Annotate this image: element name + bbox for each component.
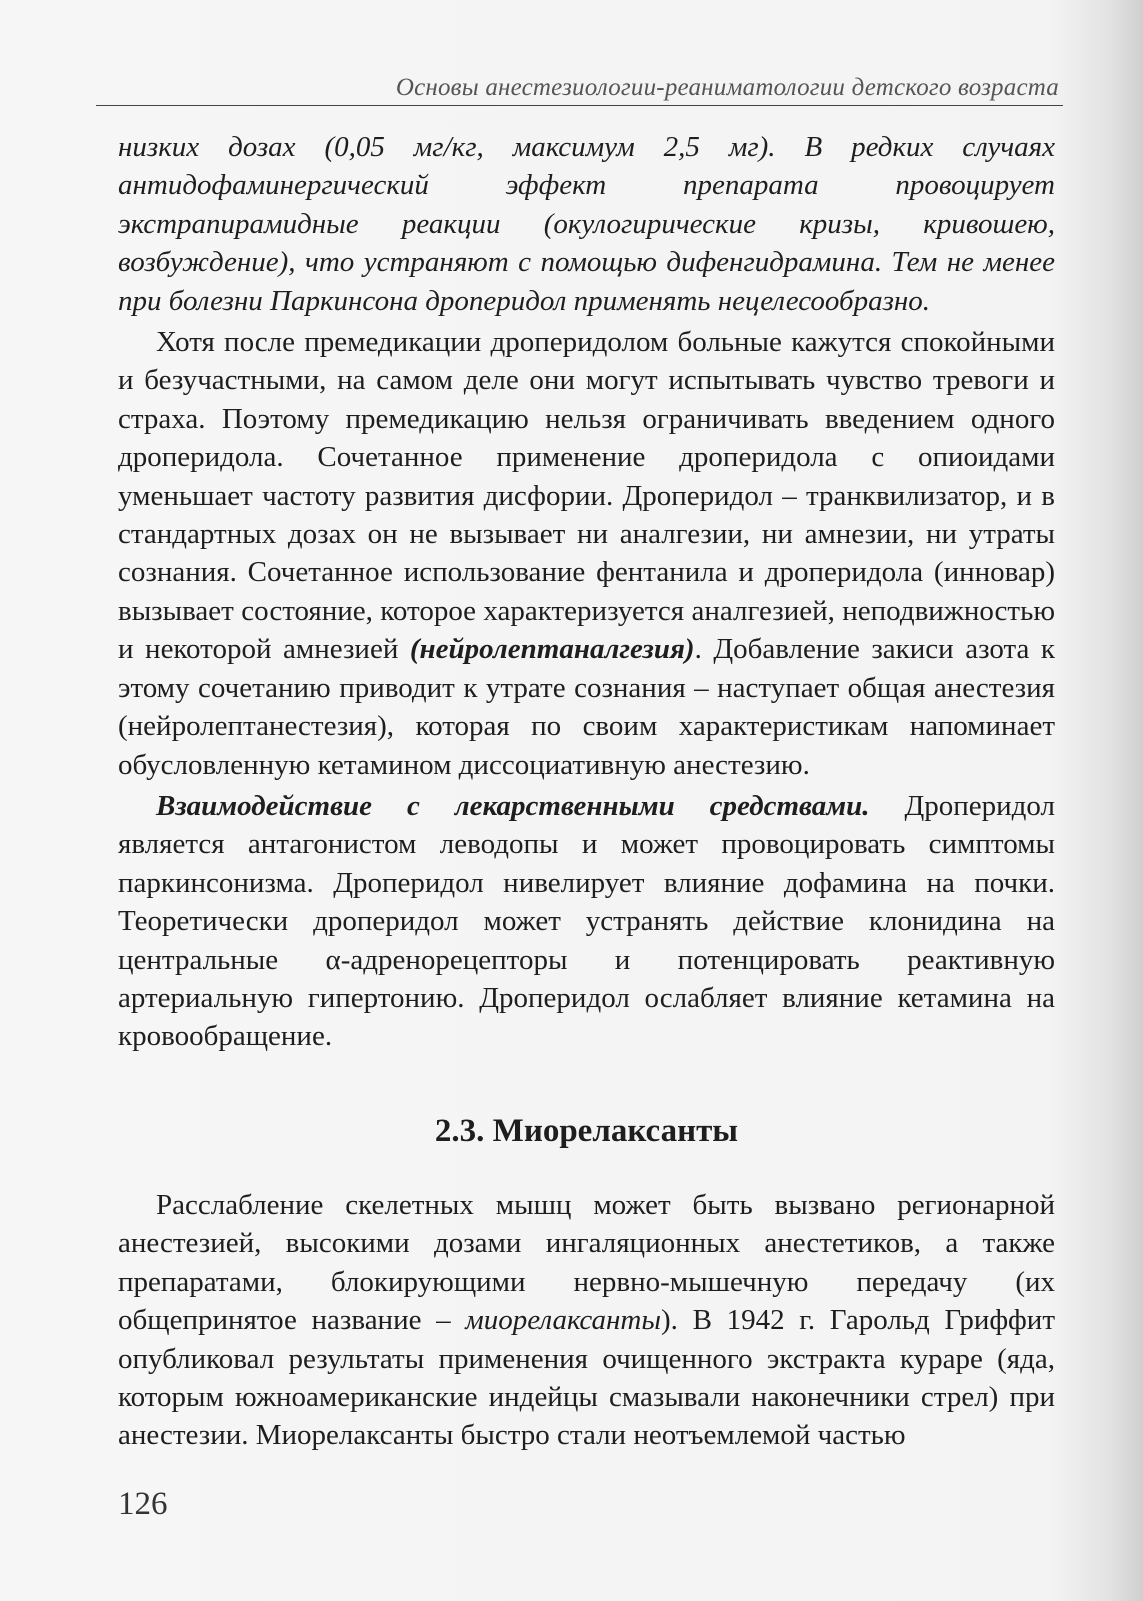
paragraph-contraindications: низких дозах (0,05 мг/кг, максимум 2,5 мг). В редких случаях антидофаминергический эффект препарата провоцирует экстрапирамидные реакции (окулогирические кризы, кривошею, возбуждение), что устраняют с помощью дифенгидрамина. Тем не менее при болезни Паркинсона дроперидол применять нецелесообразно.	[118, 131, 1055, 317]
section-text	[118, 1186, 1055, 1455]
section-heading: 2.3. Миорелаксанты	[434, 1113, 739, 1149]
paragraph-text: . Добавление закиси азота к этому сочетанию приводит к утрате сознания – наступает общая анестезия (нейролептанестезия), которая по своим характеристикам напоминает обусловленную кетамином диссоциативную анестезию.	[118, 633, 1055, 781]
paragraph-text: ). В 1942 г. Гарольд Гриффит опубликовал результаты применения очищенного экстракта кураре (яда, которым южноамериканские индейцы смазывали наконечники стрел) при анестезии. Миорелаксанты быстро стали неотъемлемой частью	[118, 1304, 1055, 1452]
main-text	[118, 128, 1055, 1059]
run-in-heading-interactions: Взаимодействие с лекарственными средствами.	[156, 789, 870, 822]
page-number: 126	[118, 1486, 168, 1522]
running-header: Основы анестезиологии-реаниматологии детского возраста	[395, 74, 1059, 101]
term-muscle-relaxants: миорелаксанты	[465, 1304, 662, 1337]
paragraph-text: Хотя после премедикации дроперидолом больные кажутся спокойными и безучастными, на самом деле они могут испытывать чувство тревоги и страха. Поэтому премедикацию нельзя ограничивать введением одного дроперидола. Сочетанное применение дроперидола с опиоидами уменьшает частоту развития дисфории. Дроперидол – транквилизатор, и в стандартных дозах он не вызывает ни аналгезии, ни амнезии, ни утраты сознания. Сочетанное использование фентанила и дроперидола (инновар) вызывает состояние, которое характеризуется аналгезией, неподвижностью и некоторой амнезией	[118, 326, 1055, 666]
term-neuroleptanalgesia: (нейролептаналгезия)	[409, 633, 695, 666]
paragraph-muscle-relaxants	[118, 1186, 1055, 1455]
paragraph-drug-interactions	[118, 787, 1055, 1056]
paragraph-text: Расслабление скелетных мышц может быть вызвано регионарной анестезией, высокими дозами ингаляционных анестетиков, а также препаратами, блокирующими нервно-мышечную передачу (их общепринятое название –	[118, 1189, 1055, 1337]
paragraph-neuroleptanalgesia	[118, 323, 1055, 784]
header-rule	[96, 105, 1063, 106]
paragraph-text: Дроперидол является антагонистом леводопы и может провоцировать симптомы паркинсонизма. Дроперидол нивелирует влияние дофамина на почки. Теоретически дроперидол может устранять действие клонидина на центральные α-адренорецепторы и потенцировать реактивную артериальную гипертонию. Дроперидол ослабляет влияние кетамина на кровообращение.	[118, 789, 1055, 1053]
